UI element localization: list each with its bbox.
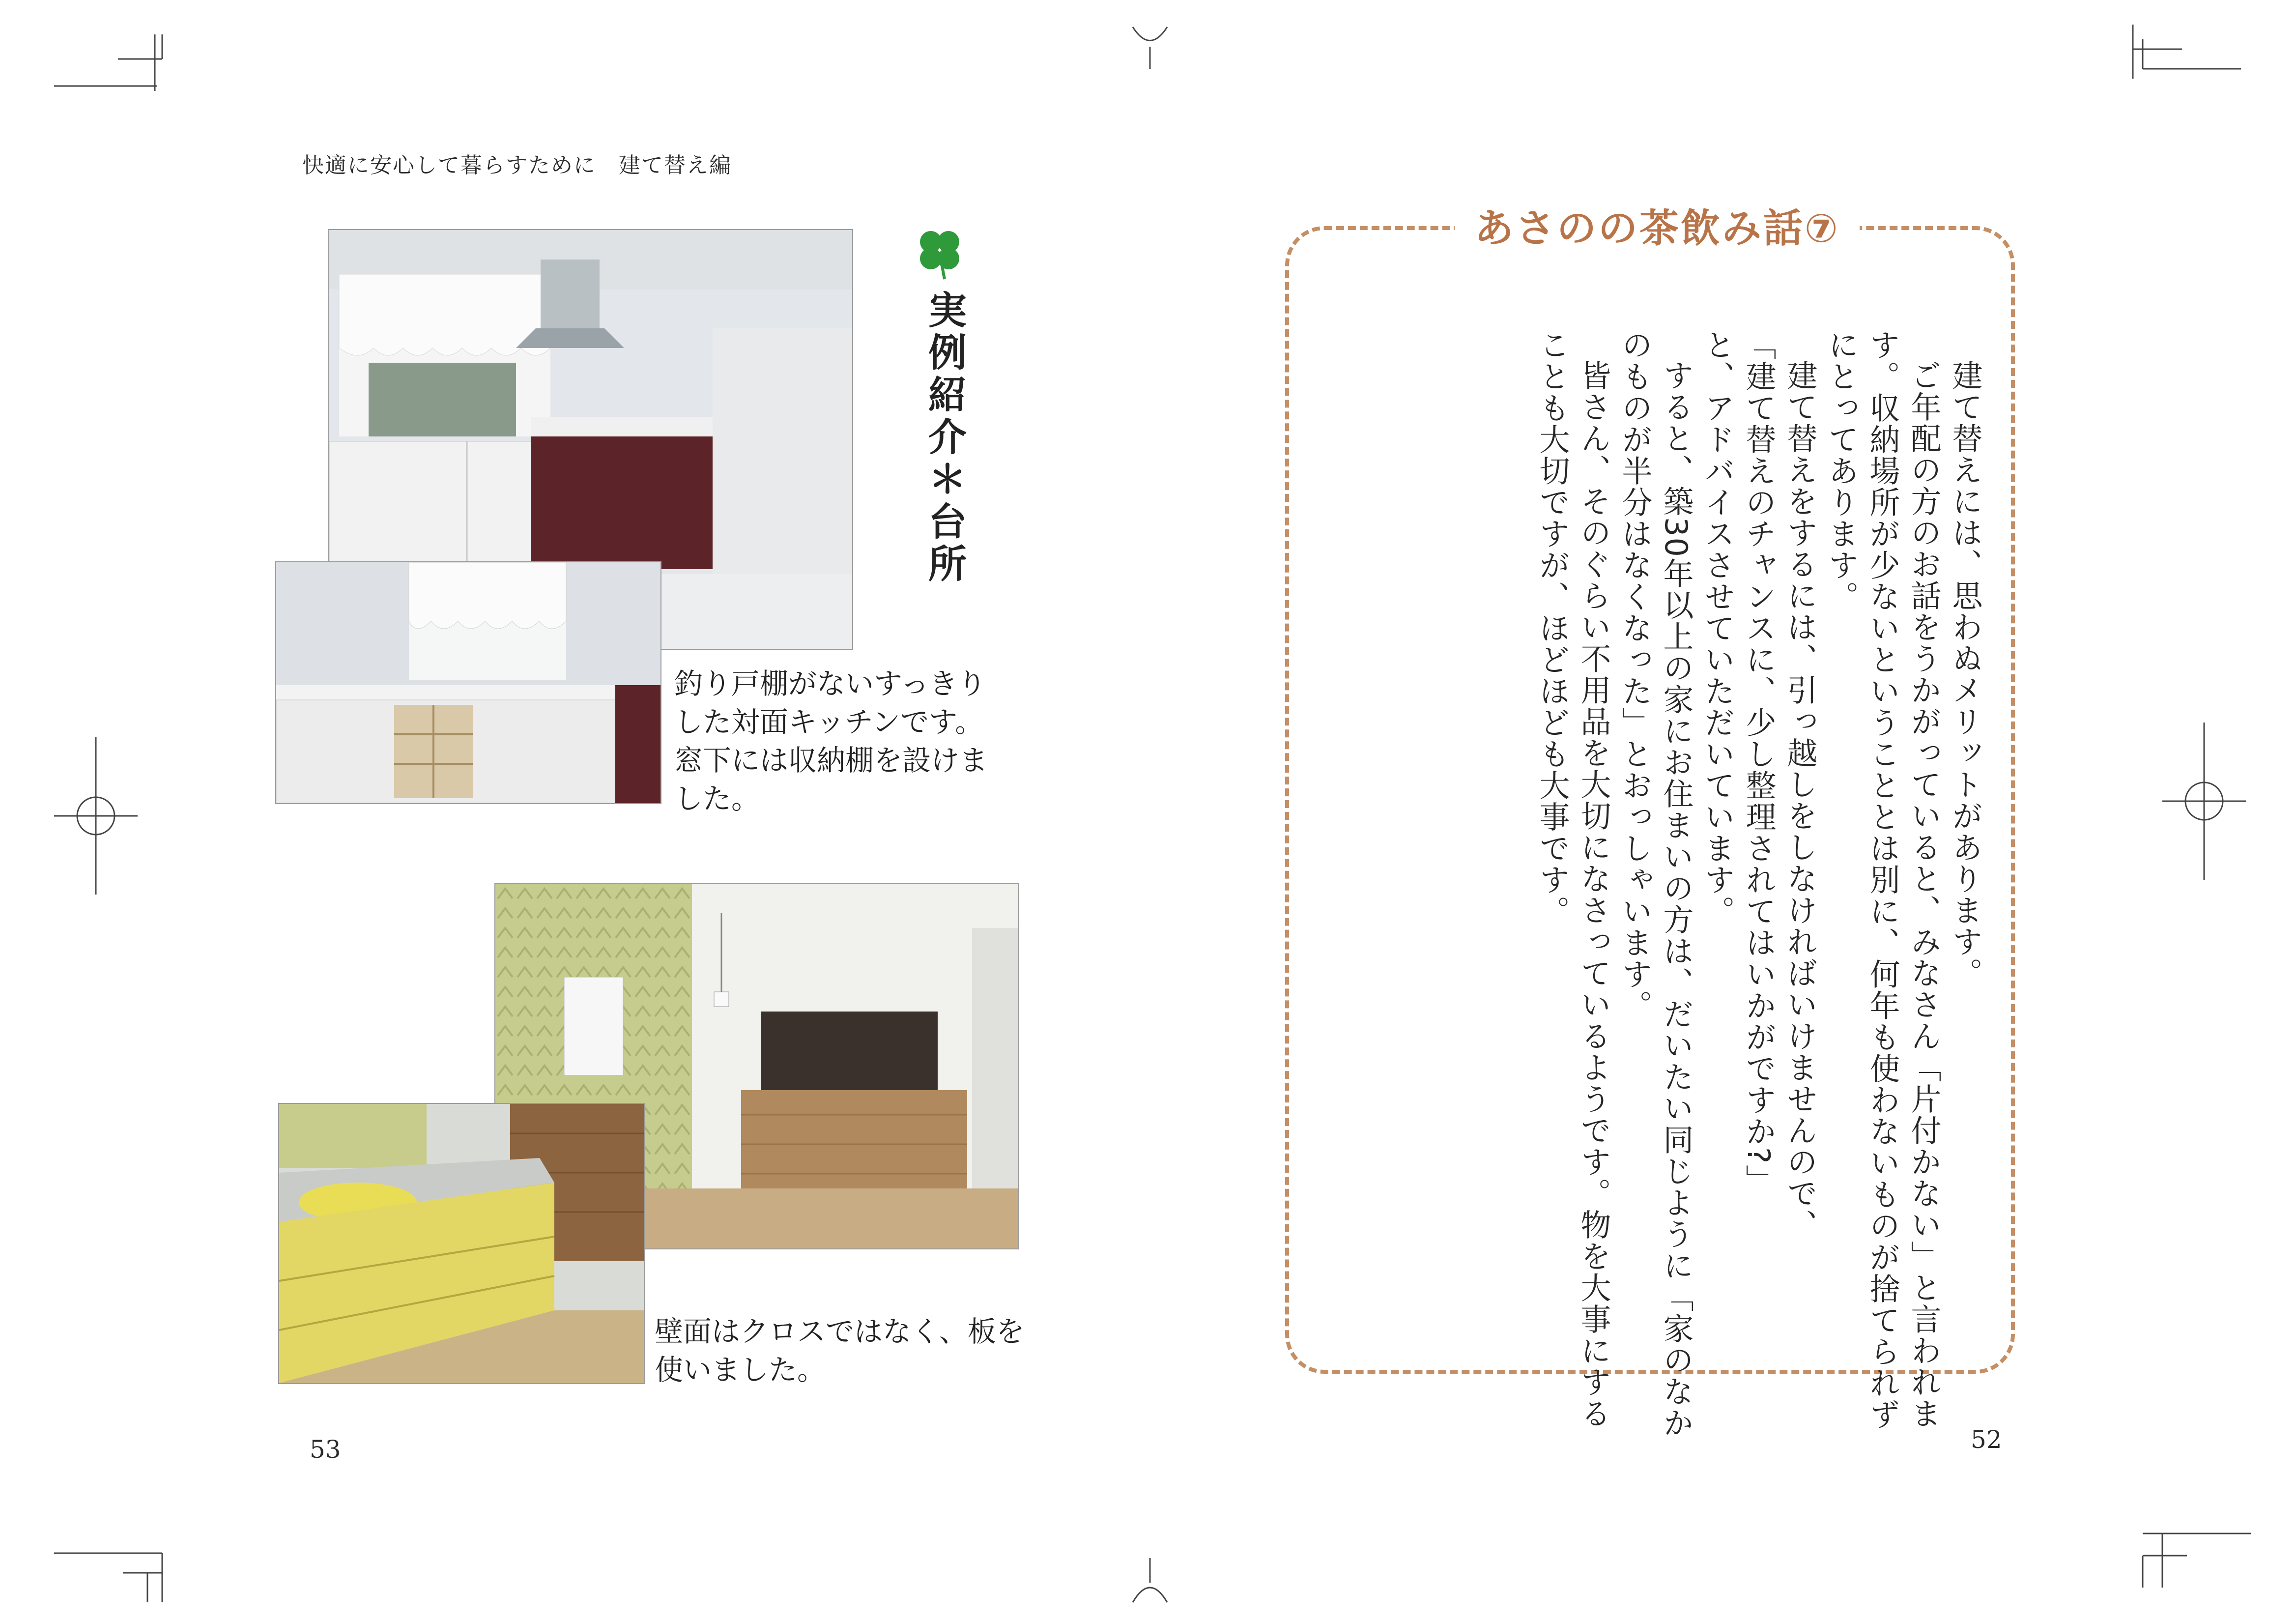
- caption-wood-wall: [655, 1312, 1025, 1389]
- caption-line: 壁面はクロスではなく、板を: [655, 1315, 1025, 1348]
- crop-mark-bottom-center: [1125, 1553, 1175, 1612]
- registration-mark-left: [54, 737, 143, 895]
- column-title: あさのの茶飲み話⑦: [1455, 197, 1860, 253]
- column-line: にとってあります。: [1823, 329, 1859, 612]
- running-header: 快適に安心して暮らすために 建て替え編: [302, 153, 732, 178]
- crop-mark-top-left: [49, 29, 167, 93]
- page-number-right: 52: [1971, 1425, 2002, 1454]
- photo-kitchen-storage: [275, 561, 661, 804]
- column-line: と、アドバイスさせていただいています。: [1699, 329, 1735, 927]
- crop-mark-top-right: [2123, 20, 2251, 84]
- crop-mark-bottom-right: [2128, 1524, 2261, 1592]
- column-line: のものが半分はなくなった」とおっしゃいます。: [1617, 329, 1653, 1021]
- column-line: す。収納場所が少ないということとは別に、何年も使わないものが捨てられず: [1865, 329, 1900, 1430]
- caption-line: した対面キッチンです。: [674, 705, 984, 739]
- page-number-left: 53: [310, 1435, 341, 1464]
- column-line: 「建て替えのチャンスに、少し整理されてはいかがですか?」: [1741, 329, 1777, 1196]
- photo-yellow-kitchen: [278, 1103, 645, 1384]
- column-body: [1332, 329, 1985, 1439]
- column-line: ご年配の方のお話をうかがっていると、みなさん「片付かない」と言われま: [1906, 360, 1942, 1429]
- clover-icon: [915, 226, 964, 280]
- caption-line: 窓下には収納棚を設けま: [674, 744, 988, 777]
- column-line: すると、築30年以上の家にお住まいの方は、だいたい同じように「家のなか: [1658, 360, 1694, 1439]
- section-title: 実例紹介＊台所: [922, 290, 966, 586]
- column-line: ことも大切ですが、ほどほども大事です。: [1534, 329, 1570, 927]
- caption-kitchen-storage: [674, 665, 988, 818]
- column-line: 建て替えには、思わぬメリットがあります。: [1947, 360, 1983, 989]
- caption-line: 使いました。: [655, 1353, 826, 1387]
- caption-line: した。: [674, 782, 760, 815]
- column-line: 建て替えをするには、引っ越しをしなければいけませんので、: [1782, 360, 1818, 1241]
- column-line: 皆さん、そのぐらい不用品を大切になさっているようです。物を大事にする: [1576, 360, 1611, 1429]
- crop-mark-top-center: [1125, 20, 1175, 74]
- registration-mark-right: [2157, 723, 2246, 880]
- crop-mark-bottom-left: [49, 1543, 177, 1607]
- caption-line: 釣り戸棚がないすっきり: [674, 667, 986, 700]
